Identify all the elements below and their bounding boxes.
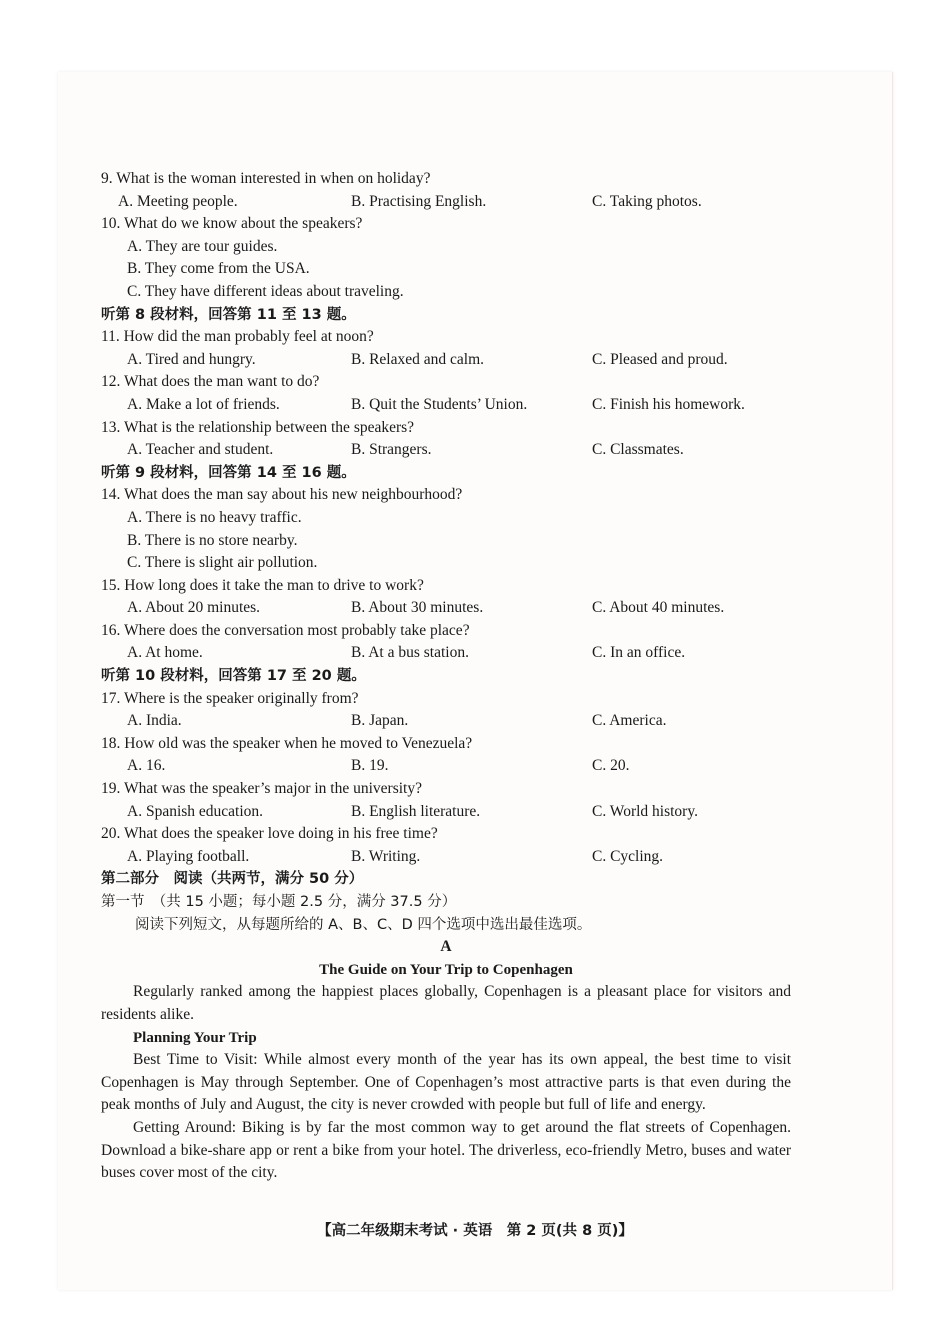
option-c: C. Finish his homework. xyxy=(592,395,745,413)
question-13: 13. What is the relationship between the speakers? xyxy=(101,418,415,436)
question-13-options xyxy=(101,439,791,462)
section-instruction: 听第 8 段材料，回答第 11 至 13 题。 xyxy=(101,306,356,323)
option-a: A. Spanish education. xyxy=(127,802,264,820)
option-b: B. English literature. xyxy=(351,802,481,820)
option-a: A. They are tour guides. xyxy=(127,237,278,255)
question-11: 11. How did the man probably feel at noon? xyxy=(101,328,374,346)
option-a: A. India. xyxy=(127,712,182,730)
reading-instruction: 阅读下列短文，从每题所给的 A、B、C、D 四个选项中选出最佳选项。 xyxy=(135,916,592,933)
option-a: A. Playing football. xyxy=(127,847,250,865)
option-a: A. 16. xyxy=(127,757,166,775)
option-b: B. At a bus station. xyxy=(351,644,469,662)
question-12-options xyxy=(101,394,791,417)
subheading: Planning Your Trip xyxy=(133,1029,257,1046)
paragraph-best-time: Best Time to Visit: While almost every month of the year has its own appeal, the best time to visit Copenhagen is May through September. One of Copenhagen’s most attractive parts is that even during the peak months of July and August, the city is never crowded with people but full of life and energy. xyxy=(101,1051,791,1114)
question-20: 20. What does the speaker love doing in his free time? xyxy=(101,825,438,843)
option-c: C. America. xyxy=(592,712,667,730)
option-a: A. Meeting people. xyxy=(118,192,238,210)
question-19-options xyxy=(101,801,791,824)
option-b: B. About 30 minutes. xyxy=(351,599,484,617)
question-9: 9. What is the woman interested in when on holiday? xyxy=(101,170,431,187)
option-b: B. Practising English. xyxy=(351,192,487,210)
option-b: B. Strangers. xyxy=(351,441,432,459)
option-b: B. There is no store nearby. xyxy=(127,531,298,549)
option-c: C. There is slight air pollution. xyxy=(127,554,318,572)
option-b: B. Japan. xyxy=(351,712,409,730)
option-c: C. Pleased and proud. xyxy=(592,350,728,368)
option-c: C. They have different ideas about traveling. xyxy=(127,282,404,300)
section-instruction: 听第 9 段材料，回答第 14 至 16 题。 xyxy=(101,464,356,481)
option-a: A. There is no heavy traffic. xyxy=(127,508,302,526)
option-b: B. They come from the USA. xyxy=(127,260,310,278)
question-20-options xyxy=(101,846,791,869)
option-c: C. About 40 minutes. xyxy=(592,599,725,617)
question-11-options xyxy=(101,349,791,372)
option-b: B. 19. xyxy=(351,757,389,775)
question-18: 18. How old was the speaker when he moved to Venezuela? xyxy=(101,734,473,752)
question-9-options xyxy=(101,191,791,214)
option-a: A. Tired and hungry. xyxy=(127,350,256,368)
page-footer: 【高二年级期末考试 · 英语 第 2 页(共 8 页)】 xyxy=(317,1223,633,1239)
question-16-options xyxy=(101,642,791,665)
part-heading: 第二部分 阅读（共两节，满分 50 分） xyxy=(101,871,364,888)
question-15-options xyxy=(101,597,791,620)
question-10: 10. What do we know about the speakers? xyxy=(101,215,363,233)
option-c: C. World history. xyxy=(592,802,698,820)
option-c: C. Cycling. xyxy=(592,847,664,865)
option-a: A. At home. xyxy=(127,644,203,662)
question-19: 19. What was the speaker’s major in the university? xyxy=(101,780,422,798)
question-17-options xyxy=(101,710,791,733)
option-c: C. Taking photos. xyxy=(592,192,702,210)
question-18-options xyxy=(101,755,791,778)
question-14: 14. What does the man say about his new neighbourhood? xyxy=(101,486,463,504)
option-c: C. 20. xyxy=(592,757,630,775)
option-c: C. Classmates. xyxy=(592,441,684,459)
option-c: C. In an office. xyxy=(592,644,686,662)
section-heading: 第一节 （共 15 小题；每小题 2.5 分，满分 37.5 分） xyxy=(101,894,457,910)
option-b: B. Quit the Students’ Union. xyxy=(351,395,528,413)
question-12: 12. What does the man want to do? xyxy=(101,373,320,391)
option-b: B. Writing. xyxy=(351,847,421,865)
option-a: A. Teacher and student. xyxy=(127,441,274,459)
option-b: B. Relaxed and calm. xyxy=(351,350,484,368)
passage-letter: A xyxy=(440,938,452,956)
option-a: A. Make a lot of friends. xyxy=(127,395,280,413)
paragraph-intro: Regularly ranked among the happiest places globally, Copenhagen is a pleasant place for visitors and residents alike. xyxy=(101,983,791,1023)
passage-title: The Guide on Your Trip to Copenhagen xyxy=(319,961,573,978)
question-15: 15. How long does it take the man to drive to work? xyxy=(101,576,424,594)
page-content xyxy=(101,168,791,1185)
paragraph-getting-around: Getting Around: Biking is by far the most common way to get around the flat streets of Copenhagen. Download a bike-share app or rent a bike from your hotel. The driverless, eco-friendly Metro, buses and water buses cover most of the city. xyxy=(101,1118,791,1182)
section-instruction: 听第 10 段材料，回答第 17 至 20 题。 xyxy=(101,668,366,685)
question-17: 17. Where is the speaker originally from? xyxy=(101,689,359,707)
question-16: 16. Where does the conversation most probably take place? xyxy=(101,621,470,639)
option-a: A. About 20 minutes. xyxy=(127,599,261,617)
